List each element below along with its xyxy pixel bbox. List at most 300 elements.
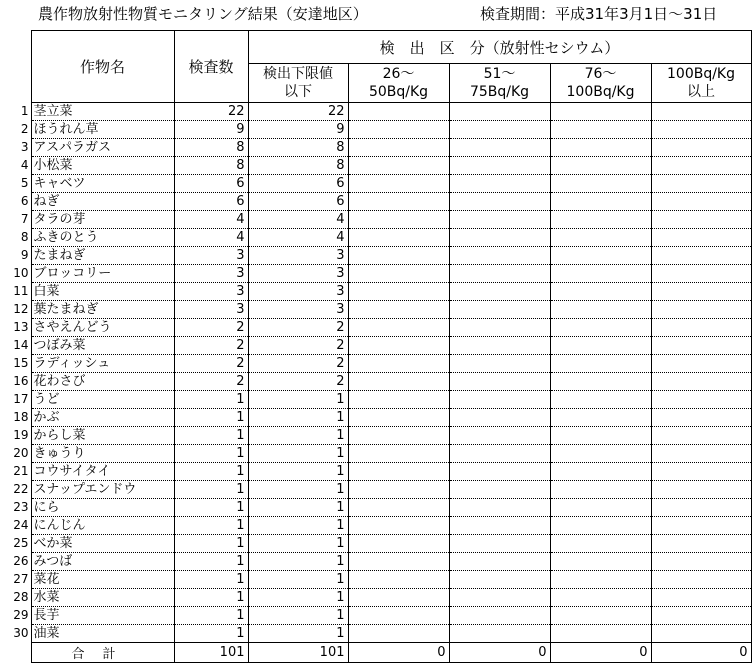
table-row	[0, 265, 751, 283]
range-51-75-count	[449, 193, 550, 211]
range-over-100-count	[651, 103, 751, 121]
range-76-100-header	[550, 64, 651, 103]
range-26-50-count	[348, 193, 449, 211]
table-row	[0, 481, 751, 499]
range-26-50-count	[348, 103, 449, 121]
crop-name: スナップエンドウ	[31, 481, 174, 499]
inspection-count: 1	[174, 499, 248, 517]
row-number: 3	[20, 140, 29, 154]
below-limit-count: 1	[248, 463, 348, 481]
crop-name: 長芋	[31, 607, 174, 625]
range-26-50-count	[348, 607, 449, 625]
range-76-100-count	[550, 589, 651, 607]
table-row	[0, 139, 751, 157]
range-76-100-count	[550, 211, 651, 229]
row-number: 2	[20, 122, 29, 136]
range-26-50-count	[348, 571, 449, 589]
range-over-100-count	[651, 463, 751, 481]
range-51-75-count	[449, 121, 550, 139]
below-limit-count: 2	[248, 373, 348, 391]
crop-name: たまねぎ	[31, 247, 174, 265]
range-over-100-count	[651, 301, 751, 319]
range-over-100-count	[651, 229, 751, 247]
crop-name: べか菜	[31, 535, 174, 553]
range-76-100-count	[550, 247, 651, 265]
range-51-75-count	[449, 481, 550, 499]
report-title: 農作物放射性物質モニタリング結果（安達地区）	[38, 5, 368, 23]
crop-name: キャベツ	[31, 175, 174, 193]
crop-name: ブロッコリー	[31, 265, 174, 283]
table-row	[0, 517, 751, 535]
range-51-75-header	[449, 64, 550, 103]
range-26-50-count	[348, 283, 449, 301]
inspection-count: 1	[174, 463, 248, 481]
range-51-75-count	[449, 157, 550, 175]
row-number: 28	[13, 590, 29, 604]
row-number: 22	[13, 482, 29, 496]
range-76-100-line2: 100Bq/Kg	[566, 84, 635, 100]
below-limit-count: 1	[248, 607, 348, 625]
range-26-50-count	[348, 535, 449, 553]
range-51-75-line1: 51～	[483, 66, 516, 82]
range-51-75-count	[449, 445, 550, 463]
table-row	[0, 499, 751, 517]
range-over-100-count	[651, 427, 751, 445]
range-76-100-count	[550, 265, 651, 283]
range-51-75-count	[449, 607, 550, 625]
row-number: 19	[13, 428, 29, 442]
below-limit-count: 2	[248, 337, 348, 355]
table-row	[0, 427, 751, 445]
range-76-100-count	[550, 535, 651, 553]
range-51-75-count	[449, 535, 550, 553]
range-51-75-count	[449, 283, 550, 301]
table-row	[0, 283, 751, 301]
below-limit-count: 1	[248, 499, 348, 517]
range-over-100-count	[651, 517, 751, 535]
total-row	[0, 643, 751, 663]
range-76-100-count	[550, 463, 651, 481]
table-row	[0, 553, 751, 571]
row-number: 21	[13, 464, 29, 478]
below-limit-count: 2	[248, 319, 348, 337]
range-26-50-count	[348, 139, 449, 157]
range-26-50-line2: 50Bq/Kg	[368, 84, 429, 100]
inspection-count: 2	[174, 355, 248, 373]
range-76-100-count	[550, 103, 651, 121]
range-26-50-count	[348, 355, 449, 373]
row-number: 23	[13, 500, 29, 514]
range-76-100-count	[550, 355, 651, 373]
row-number: 5	[20, 176, 29, 190]
range-76-100-count	[550, 139, 651, 157]
crop-name: タラの芽	[31, 211, 174, 229]
crop-name: からし菜	[31, 427, 174, 445]
inspection-count: 1	[174, 571, 248, 589]
range-26-50-line1: 26～	[382, 66, 415, 82]
inspection-count: 3	[174, 247, 248, 265]
below-limit-count: 1	[248, 445, 348, 463]
crop-name: ラディッシュ	[31, 355, 174, 373]
table-row	[0, 355, 751, 373]
inspection-count: 8	[174, 139, 248, 157]
range-76-100-count	[550, 625, 651, 643]
range-76-100-count	[550, 481, 651, 499]
total-label: 合計	[31, 643, 174, 663]
crop-name: 水菜	[31, 589, 174, 607]
range-over-100-count	[651, 193, 751, 211]
range-51-75-count	[449, 175, 550, 193]
table-row	[0, 607, 751, 625]
row-number: 14	[13, 338, 29, 352]
range-76-100-count	[550, 373, 651, 391]
row-number: 11	[13, 284, 29, 298]
below-limit-count: 9	[248, 121, 348, 139]
row-number: 16	[13, 374, 29, 388]
total-below-limit: 101	[248, 643, 348, 663]
range-over-100-count	[651, 247, 751, 265]
total-range-76-100: 0	[550, 643, 651, 663]
crop-name: きゅうり	[31, 445, 174, 463]
range-76-100-count	[550, 229, 651, 247]
crop-name: みつば	[31, 553, 174, 571]
range-over-100-count	[651, 607, 751, 625]
row-number: 4	[20, 158, 29, 172]
range-over-100-count	[651, 499, 751, 517]
table-row	[0, 319, 751, 337]
row-number: 10	[13, 266, 29, 280]
crop-name: うど	[31, 391, 174, 409]
range-51-75-count	[449, 625, 550, 643]
range-over-100-count	[651, 355, 751, 373]
range-over-100-count	[651, 571, 751, 589]
inspection-count: 2	[174, 319, 248, 337]
table-row	[0, 337, 751, 355]
crop-name: 菜花	[31, 571, 174, 589]
range-51-75-count	[449, 589, 550, 607]
range-26-50-count	[348, 553, 449, 571]
row-number: 20	[13, 446, 29, 460]
crop-name: にんじん	[31, 517, 174, 535]
range-over-100-count	[651, 625, 751, 643]
range-76-100-count	[550, 409, 651, 427]
row-number: 15	[13, 356, 29, 370]
range-over-100-count	[651, 391, 751, 409]
below-limit-count: 1	[248, 427, 348, 445]
inspection-count: 8	[174, 157, 248, 175]
range-51-75-count	[449, 247, 550, 265]
inspection-count: 9	[174, 121, 248, 139]
range-over-100-count	[651, 211, 751, 229]
below-limit-count: 3	[248, 265, 348, 283]
below-limit-count: 6	[248, 193, 348, 211]
crop-name: 油菜	[31, 625, 174, 643]
range-51-75-count	[449, 103, 550, 121]
range-26-50-count	[348, 211, 449, 229]
inspection-count: 3	[174, 283, 248, 301]
below-limit-count: 1	[248, 391, 348, 409]
row-number: 7	[20, 212, 29, 226]
range-51-75-count	[449, 553, 550, 571]
inspection-count: 1	[174, 391, 248, 409]
table-row	[0, 625, 751, 643]
range-over-100-count	[651, 481, 751, 499]
range-76-100-line1: 76～	[584, 66, 617, 82]
row-number: 30	[13, 626, 29, 640]
row-number: 18	[13, 410, 29, 424]
inspection-count: 3	[174, 265, 248, 283]
table-row	[0, 175, 751, 193]
inspection-count: 1	[174, 625, 248, 643]
crop-name: つぼみ菜	[31, 337, 174, 355]
range-26-50-count	[348, 229, 449, 247]
range-26-50-header	[348, 64, 449, 103]
range-26-50-count	[348, 157, 449, 175]
table-row	[0, 571, 751, 589]
monitoring-results-table	[0, 30, 752, 663]
range-over-100-header	[651, 64, 751, 103]
range-51-75-count	[449, 229, 550, 247]
range-51-75-count	[449, 499, 550, 517]
range-51-75-count	[449, 571, 550, 589]
row-number-header	[0, 31, 31, 64]
below-limit-count: 1	[248, 517, 348, 535]
below-limit-count: 6	[248, 175, 348, 193]
row-number: 8	[20, 230, 29, 244]
range-76-100-count	[550, 427, 651, 445]
below-limit-header-line2: 以下	[284, 84, 312, 100]
range-76-100-count	[550, 337, 651, 355]
range-over-100-count	[651, 175, 751, 193]
table-row	[0, 535, 751, 553]
range-76-100-count	[550, 193, 651, 211]
table-row	[0, 229, 751, 247]
range-76-100-count	[550, 571, 651, 589]
range-51-75-count	[449, 391, 550, 409]
range-51-75-count	[449, 301, 550, 319]
range-76-100-count	[550, 553, 651, 571]
range-26-50-count	[348, 409, 449, 427]
range-over-100-count	[651, 535, 751, 553]
below-limit-count: 1	[248, 625, 348, 643]
range-76-100-count	[550, 157, 651, 175]
total-count: 101	[174, 643, 248, 663]
inspection-count: 2	[174, 373, 248, 391]
range-26-50-count	[348, 319, 449, 337]
range-51-75-count	[449, 265, 550, 283]
crop-name: 葉たまねぎ	[31, 301, 174, 319]
inspection-count: 1	[174, 481, 248, 499]
range-26-50-count	[348, 391, 449, 409]
inspection-count: 1	[174, 427, 248, 445]
table-row	[0, 211, 751, 229]
below-limit-count: 1	[248, 571, 348, 589]
inspection-count: 1	[174, 517, 248, 535]
range-over-100-count	[651, 319, 751, 337]
crop-name: 茎立菜	[31, 103, 174, 121]
crop-name: ねぎ	[31, 193, 174, 211]
range-76-100-count	[550, 301, 651, 319]
inspection-count: 6	[174, 193, 248, 211]
range-over-100-count	[651, 337, 751, 355]
table-row	[0, 193, 751, 211]
crop-name: 白菜	[31, 283, 174, 301]
range-26-50-count	[348, 301, 449, 319]
table-row	[0, 157, 751, 175]
table-row	[0, 373, 751, 391]
row-number: 1	[20, 104, 29, 118]
range-51-75-count	[449, 517, 550, 535]
table-row	[0, 301, 751, 319]
below-limit-count: 22	[248, 103, 348, 121]
range-over-100-count	[651, 121, 751, 139]
inspection-count: 1	[174, 445, 248, 463]
row-number: 12	[13, 302, 29, 316]
below-limit-count: 1	[248, 409, 348, 427]
inspection-count: 4	[174, 229, 248, 247]
range-26-50-count	[348, 499, 449, 517]
crop-name: アスパラガス	[31, 139, 174, 157]
row-number: 25	[13, 536, 29, 550]
range-26-50-count	[348, 589, 449, 607]
range-76-100-count	[550, 517, 651, 535]
range-26-50-count	[348, 427, 449, 445]
crop-name: コウサイタイ	[31, 463, 174, 481]
below-limit-count: 4	[248, 211, 348, 229]
below-limit-count: 2	[248, 355, 348, 373]
count-header: 検査数	[174, 31, 248, 103]
range-51-75-count	[449, 211, 550, 229]
crop-name: ほうれん草	[31, 121, 174, 139]
row-number: 13	[13, 320, 29, 334]
below-limit-count: 3	[248, 301, 348, 319]
below-limit-count: 3	[248, 283, 348, 301]
inspection-count: 22	[174, 103, 248, 121]
range-26-50-count	[348, 337, 449, 355]
table-row	[0, 247, 751, 265]
range-over-100-count	[651, 553, 751, 571]
range-51-75-count	[449, 319, 550, 337]
range-26-50-count	[348, 463, 449, 481]
below-limit-count: 3	[248, 247, 348, 265]
range-51-75-count	[449, 409, 550, 427]
crop-name: かぶ	[31, 409, 174, 427]
range-over-100-count	[651, 409, 751, 427]
range-over-100-count	[651, 445, 751, 463]
range-26-50-count	[348, 265, 449, 283]
range-76-100-count	[550, 175, 651, 193]
range-26-50-count	[348, 625, 449, 643]
below-limit-count: 4	[248, 229, 348, 247]
range-over-100-count	[651, 265, 751, 283]
inspection-period: 検査期間：平成31年3月1日～31日	[480, 5, 718, 23]
range-51-75-count	[449, 355, 550, 373]
total-range-26-50: 0	[348, 643, 449, 663]
inspection-count: 6	[174, 175, 248, 193]
crop-name: 花わさび	[31, 373, 174, 391]
range-76-100-count	[550, 391, 651, 409]
below-limit-count: 1	[248, 535, 348, 553]
range-over-100-count	[651, 139, 751, 157]
total-range-over-100: 0	[651, 643, 751, 663]
range-76-100-count	[550, 445, 651, 463]
range-51-75-count	[449, 337, 550, 355]
range-51-75-count	[449, 463, 550, 481]
crop-name: ふきのとう	[31, 229, 174, 247]
below-limit-count: 8	[248, 139, 348, 157]
range-over-100-line2: 以上	[687, 84, 715, 100]
detection-group-header: 検 出 区 分（放射性セシウム）	[248, 31, 751, 64]
range-over-100-count	[651, 589, 751, 607]
row-number: 17	[13, 392, 29, 406]
crop-name-header: 作物名	[31, 31, 174, 103]
crop-name: さやえんどう	[31, 319, 174, 337]
range-over-100-line1: 100Bq/Kg	[667, 66, 735, 82]
table-row	[0, 391, 751, 409]
row-number: 24	[13, 518, 29, 532]
inspection-count: 1	[174, 409, 248, 427]
range-26-50-count	[348, 175, 449, 193]
range-51-75-count	[449, 139, 550, 157]
table-row	[0, 409, 751, 427]
table-row	[0, 445, 751, 463]
below-limit-header-line1: 検出下限値	[263, 66, 333, 82]
below-limit-count: 8	[248, 157, 348, 175]
row-number: 6	[20, 194, 29, 208]
table-row	[0, 121, 751, 139]
table-row	[0, 103, 751, 121]
range-51-75-count	[449, 427, 550, 445]
range-76-100-count	[550, 319, 651, 337]
inspection-count: 1	[174, 553, 248, 571]
inspection-count: 1	[174, 535, 248, 553]
range-51-75-count	[449, 373, 550, 391]
range-over-100-count	[651, 157, 751, 175]
range-26-50-count	[348, 517, 449, 535]
below-limit-count: 1	[248, 553, 348, 571]
table-row	[0, 589, 751, 607]
table-row	[0, 463, 751, 481]
range-over-100-count	[651, 373, 751, 391]
inspection-count: 2	[174, 337, 248, 355]
range-26-50-count	[348, 373, 449, 391]
inspection-count: 4	[174, 211, 248, 229]
below-limit-header	[248, 64, 348, 103]
inspection-count: 1	[174, 589, 248, 607]
row-number: 9	[20, 248, 29, 262]
crop-name: にら	[31, 499, 174, 517]
below-limit-count: 1	[248, 589, 348, 607]
crop-name: 小松菜	[31, 157, 174, 175]
range-51-75-line2: 75Bq/Kg	[469, 84, 530, 100]
range-26-50-count	[348, 247, 449, 265]
row-number: 29	[13, 608, 29, 622]
row-number: 26	[13, 554, 29, 568]
range-76-100-count	[550, 121, 651, 139]
inspection-count: 3	[174, 301, 248, 319]
row-number: 27	[13, 572, 29, 586]
range-over-100-count	[651, 283, 751, 301]
range-76-100-count	[550, 283, 651, 301]
range-76-100-count	[550, 607, 651, 625]
inspection-count: 1	[174, 607, 248, 625]
total-range-51-75: 0	[449, 643, 550, 663]
below-limit-count: 1	[248, 481, 348, 499]
range-26-50-count	[348, 481, 449, 499]
range-76-100-count	[550, 499, 651, 517]
range-26-50-count	[348, 445, 449, 463]
range-26-50-count	[348, 121, 449, 139]
